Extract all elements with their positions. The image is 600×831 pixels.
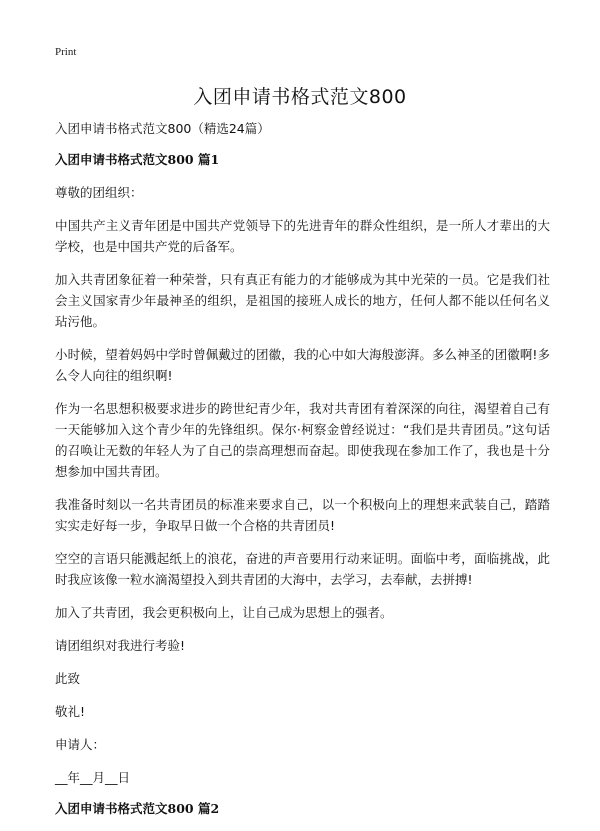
paragraph: 请团组织对我进行考验! [55, 638, 186, 653]
paragraph: 加入了共青团，我会更积极向上，让自己成为思想上的强者。 [55, 605, 393, 620]
document-subtitle: 入团申请书格式范文800（精选24篇） [55, 121, 270, 136]
section-heading-2: 入团申请书格式范文800 篇2 [55, 801, 220, 816]
paragraph: 空空的言语只能溅起纸上的浪花，奋进的声音要用行动来证明。面临中考，面临挑战，此时我应该像一粒水滴渴望投入到共青团的大海中，去学习，去奉献，去拼搏! [55, 551, 550, 587]
document-body [55, 120, 550, 831]
closing-line: 此致 [55, 671, 81, 686]
paragraph: 中国共产主义青年团是中国共产党领导下的先进青年的群众性组织，是一所人才辈出的大学校，也是中国共产党的后备军。 [55, 218, 550, 254]
date-line: __年__月__日 [55, 770, 131, 785]
closing-salute: 敬礼! [55, 704, 86, 719]
paragraph: 作为一名思想积极要求进步的跨世纪青少年，我对共青团有着深深的向往，渴望着自己有一天能够加入这个青少年的先锋组织。保尔·柯察金曾经说过：“我们是共青团员。”这句话的召唤让无数的年轻人为了自己的崇高理想而奋起。即使我现在参加工作了，我也是十分想参加中国共青团。 [55, 401, 550, 479]
print-label: Print [55, 46, 77, 58]
applicant-line: 申请人： [55, 737, 106, 752]
paragraph-salutation: 尊敬的团组织： [55, 185, 143, 200]
paragraph: 加入共青团象征着一种荣誉，只有真正有能力的才能够成为其中光荣的一员。它是我们社会主义国家青少年最神圣的组织，是祖国的接班人成长的地方，任何人都不能以任何名义玷污他。 [55, 272, 550, 329]
paragraph: 小时候，望着妈妈中学时曾佩戴过的团徽，我的心中如大海般澎湃。多么神圣的团徽啊!多么令人向往的组织啊! [55, 347, 550, 383]
paragraph: 我准备时刻以一名共青团员的标准来要求自己，以一个积极向上的理想来武装自己，踏踏实实走好每一步，争取早日做一个合格的共青团员! [55, 497, 550, 533]
section-heading-1: 入团申请书格式范文800 篇1 [55, 152, 220, 167]
document-title: 入团申请书格式范文800 [193, 86, 407, 108]
